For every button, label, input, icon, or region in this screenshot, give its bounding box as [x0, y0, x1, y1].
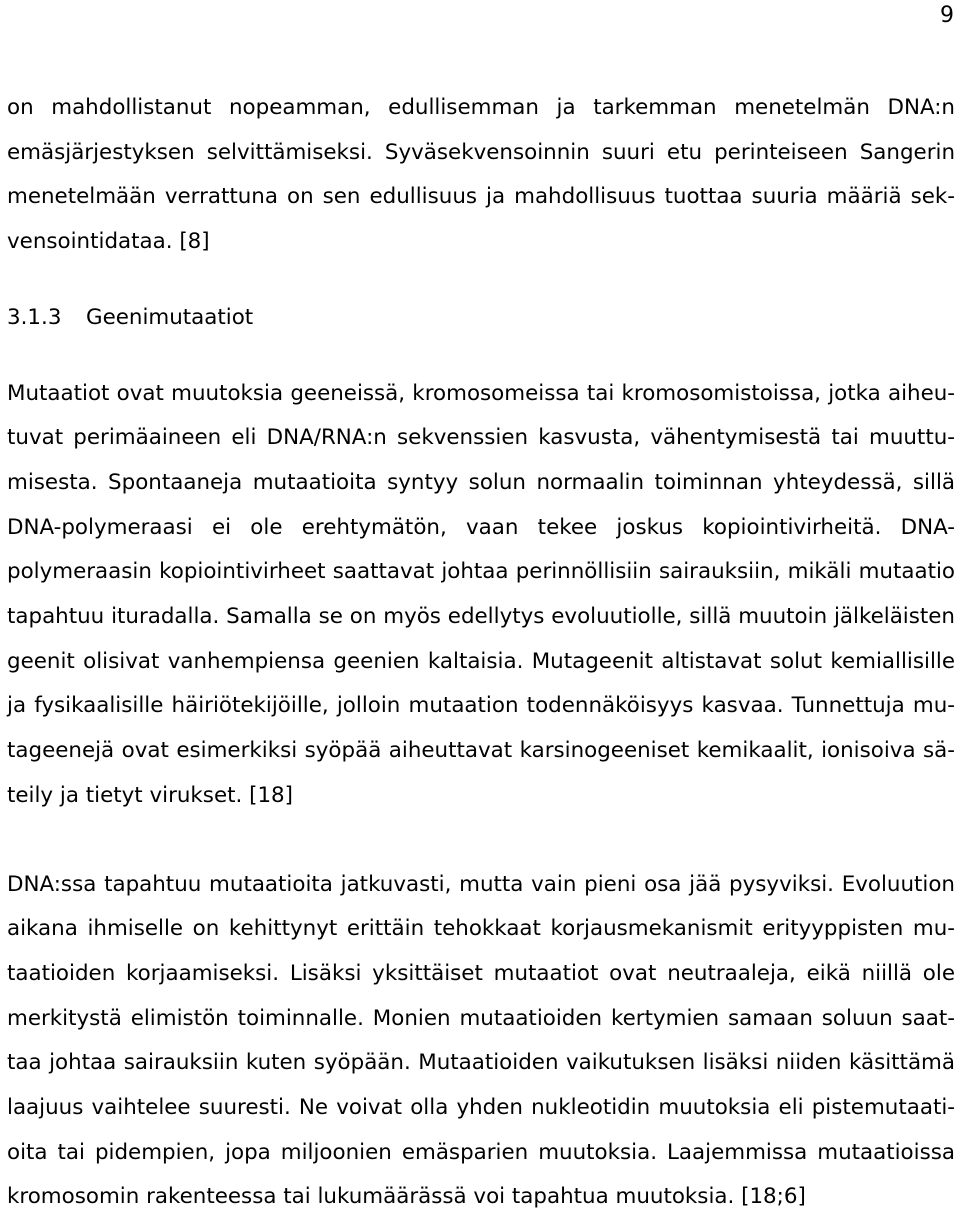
spacer: [7, 265, 955, 296]
paragraph-intro: on mahdollistanut nopeamman, edullisemman ja tarkemman menetelmän DNA:n emäsjärjestyksen selvittämiseksi. Syväsekvensoinnin suuri etu perinteiseen Sangerin menetelmään verrattuna on sen edullisuus ja mahdollisuus tuottaa suuria määriä sekvensointidataa. [8]: [7, 95, 955, 255]
page-number: 9: [940, 3, 954, 28]
paragraph-dna-mutations: DNA:ssa tapahtuu mutaatioita jatkuvasti, mutta vain pieni osa jää pysyviksi. Evoluution aikana ihmiselle on kehittynyt erittäin tehokkaat korjausmekanismit erityyppisten mutaatioiden korjaamiseksi. Lisäksi yksittäiset mutaatiot ovat neutraaleja, eikä niillä ole merkitystä elimistön toiminnalle. Monien mutaatioiden kertymien samaan soluun saattaa johtaa sairauksiin kuten syöpään. Mutaatioiden vaikutuksen lisäksi niiden käsittämä laajuus vaihtelee suuresti. Ne voivat olla yhden nukleotidin muutoksia eli pistemutaatioita tai pidempien, jopa miljoonien emäsparien muutoksia. Laajemmissa mutaatioissa kromosomin rakenteessa tai lukumäärässä voi tapahtua muutoksia. [18;6]: [7, 871, 955, 1210]
spacer: [7, 341, 955, 372]
section-title: Geenimutaatiot: [86, 304, 254, 330]
spacer: [7, 819, 955, 863]
section-number: 3.1.3: [7, 304, 62, 330]
paragraph-mutations: Mutaatiot ovat muutoksia geeneissä, kromosomeissa tai kromosomistoissa, jotka aiheutuvat perimäaineen eli DNA/RNA:n sekvenssien kasvusta, vähentymisestä tai muuttumisesta. Spontaaneja mutaatioita syntyy solun normaalin toiminnan yhteydessä, sillä DNA-polymeraasi ei ole erehtymätön, vaan tekee joskus kopiointivirheitä. DNA-polymeraasin kopiointivirheet saattavat johtaa perinnöllisiin sairauksiin, mikäli mutaatio tapahtuu ituradalla. Samalla se on myös edellytys evoluutiolle, sillä muutoin jälkeläisten geenit olisivat vanhempiensa geenien kaltaisia. Mutageenit altistavat solut kemiallisille ja fysikaalisille häiriötekijöille, jolloin mutaation todennäköisyys kasvaa. Tunnettuja mutageenejä ovat esimerkiksi syöpää aiheuttavat karsinogeeniset kemikaalit, ionisoiva säteily ja tietyt virukset. [18]: [7, 380, 955, 808]
section-heading: [7, 296, 955, 341]
page-body: [7, 86, 955, 1220]
